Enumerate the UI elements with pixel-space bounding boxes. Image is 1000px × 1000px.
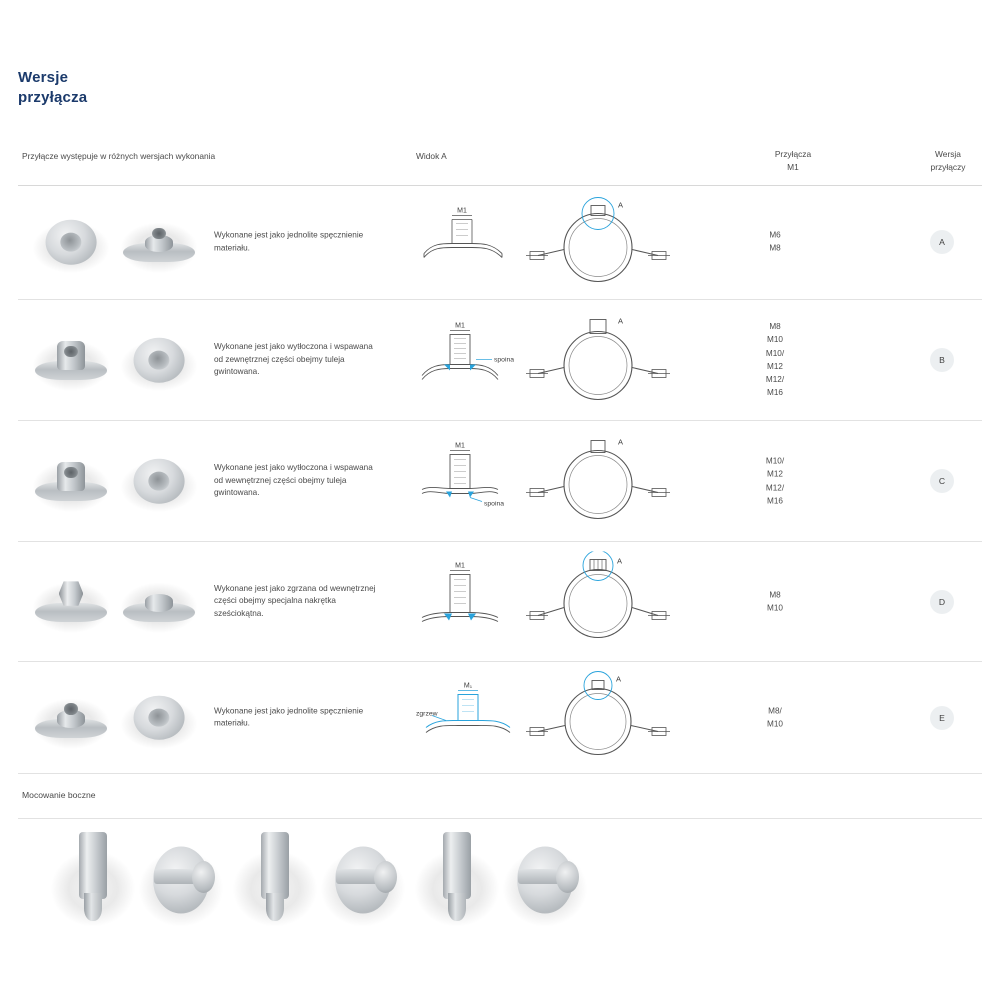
clamp-drawing [518,551,678,652]
column-header-view: Widok A [416,151,447,161]
column-header-version-line2: przyłączy [930,161,966,172]
column-header-version [898,148,998,173]
photo-pair [206,826,392,936]
m1-value: M16 [767,496,783,506]
m1-value: M12/ [765,483,785,492]
svg-text:M1: M1 [455,442,465,450]
m1-value: M10/ [765,456,785,466]
product-photo [118,324,200,396]
table-row [18,185,982,300]
m1-value: M6 [769,230,781,240]
product-photo [118,566,200,638]
row-m1-values [720,320,830,400]
svg-text:A: A [618,437,624,447]
product-photo [30,682,112,754]
svg-text:M1: M1 [457,207,467,215]
page-title [18,68,87,109]
m1-value: M8/ [768,706,782,716]
product-photo [230,826,320,934]
section-side-mount-label: Mocowanie boczne [22,790,96,800]
page-title-line1: Wersje [18,69,69,86]
m1-value: M10/ [765,348,785,358]
product-photo [118,206,200,278]
row-photos [20,324,206,396]
row-m1-values [720,229,830,256]
svg-text:A: A [616,674,622,683]
row-photos [20,682,206,754]
version-badge: B [930,348,954,372]
m1-value: M10 [767,719,783,729]
row-description: Wykonane jest jako wytłoczona i wspawana od wewnętrznej części obejmy tuleja gwintowana. [214,462,373,498]
svg-text:spoina: spoina [484,500,505,508]
photo-pair [24,826,210,936]
table-row [18,662,982,774]
row-m1-values [720,454,830,507]
column-header-m1-line1: Przyłącza [774,149,812,159]
row-description: Wykonane jest jako jednolite spęcznienie materiału. [214,705,364,728]
svg-text:M₁: M₁ [463,682,473,689]
m1-value: M12 [767,362,783,371]
product-photo [30,324,112,396]
svg-text:M1: M1 [455,322,465,330]
row-photos [20,206,206,278]
row-m1-values [720,704,830,731]
svg-text:M1: M1 [455,562,465,569]
side-mount-photo-strip [18,826,982,936]
cross-section-drawing [416,436,526,527]
product-photo [48,826,138,934]
page-title-line2: przyłącza [18,89,88,107]
photo-pair [388,826,574,936]
version-badge: A [930,230,954,254]
table-row [18,300,982,421]
svg-text:A: A [618,316,624,326]
table-row [18,421,982,542]
row-description: Wykonane jest jako zgrzana od wewnętrznej części obejmy specjalna nakrętka sześciokątna. [214,583,376,618]
m1-value: M10 [767,335,783,345]
product-photo [30,566,112,638]
cross-section-drawing [416,555,526,648]
cross-section-drawing [416,316,526,405]
column-header-m1 [738,148,848,173]
m1-value: M10 [767,603,783,613]
product-photo [30,206,112,278]
row-photos [20,445,206,517]
product-photo [118,682,200,754]
svg-text:spoina: spoina [494,356,515,364]
m1-value: M12 [767,469,783,479]
section-side-mount [18,774,982,819]
column-header-m1-line2: M1 [787,161,799,172]
cross-section-drawing [416,675,526,760]
svg-text:A: A [618,200,624,210]
cross-section-drawing [416,200,512,285]
m1-value: M16 [767,388,783,398]
clamp-drawing [518,310,678,411]
m1-value: M8 [769,244,781,253]
m1-value: M8 [769,590,781,600]
version-badge: C [930,469,954,493]
svg-text:zgrzew: zgrzew [416,710,438,717]
product-photo [500,826,590,934]
row-description: Wykonane jest jako wytłoczona i wspawana od zewnętrznej części obejmy tuleja gwintowana. [214,341,373,377]
table-row [18,542,982,662]
row-photos [20,566,206,638]
m1-value: M8 [769,322,781,332]
version-badge: D [930,590,954,614]
product-photo [30,445,112,517]
clamp-drawing [518,431,678,532]
product-photo [412,826,502,934]
column-header-description: Przyłącze występuje w różnych wersjach wykonania [22,151,216,161]
column-header-version-line1: Wersja [935,149,961,159]
product-photo [118,445,200,517]
m1-value: M12/ [765,375,785,385]
row-m1-values [720,588,830,615]
table-header [18,136,982,186]
svg-text:A: A [617,556,623,565]
row-description: Wykonane jest jako jednolite spęcznienie materiału. [214,230,364,252]
version-badge: E [930,706,954,730]
clamp-drawing [518,669,678,766]
clamp-drawing [518,194,678,291]
